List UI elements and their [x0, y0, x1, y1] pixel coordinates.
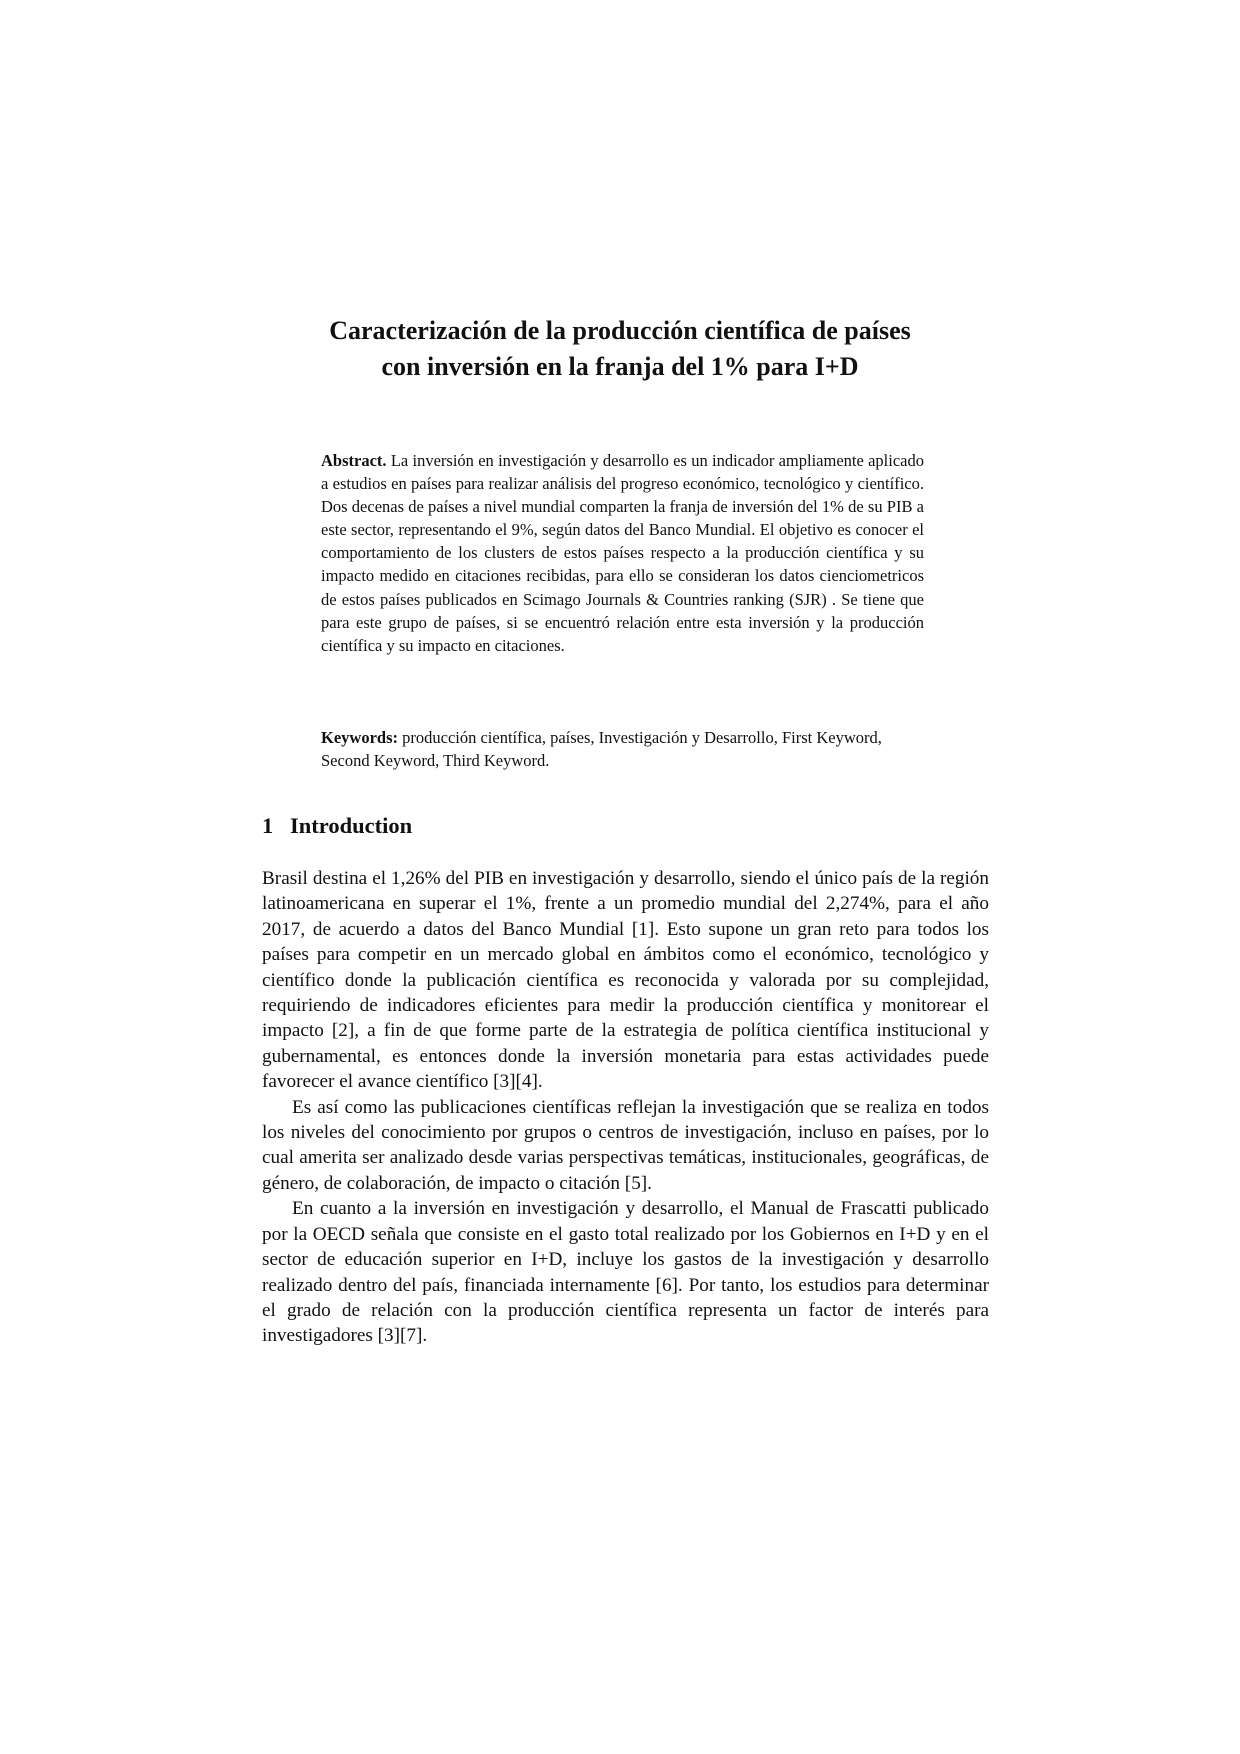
abstract-text: La inversión en investigación y desarrollo es un indicador ampliamente aplicado a estudios en países para realizar análisis del progreso económico, tecnológico y científico. Dos decenas de países a nivel mundial comparten la franja de inversión del 1% de su PIB a este sector, representando el 9%, según datos del Banco Mundial. El objetivo es conocer el comportamiento de los clusters de estos países respecto a la producción científica y su impacto medido en citaciones recibidas, para ello se consideran los datos cienciometricos de estos países publicados en Scimago Journals & Countries ranking (SJR) . Se tiene que para este grupo de países, si se encuentró relación entre esta inversión y la producción científica y su impacto en citaciones. [321, 451, 925, 655]
keywords-paragraph [321, 726, 924, 772]
body-paragraph-2: Es así como las publicaciones científicas reflejan la investigación que se realiza en todos los niveles del conocimiento por grupos o centros de investigación, incluso en países, por lo cual amerita ser analizado desde varias perspectivas temáticas, institucionales, geográficas, de género, de colaboración, de impacto o citación [5]. [262, 1096, 989, 1194]
abstract-block [321, 449, 924, 657]
abstract-label: Abstract. [321, 451, 387, 470]
keywords-block [321, 726, 924, 772]
introduction-body [262, 866, 989, 1349]
paper-title-line-1: Caracterización de la producción científica de países [329, 316, 911, 345]
paper-title-line-2: con inversión en la franja del 1% para I+D [381, 352, 859, 381]
section-number: 1 [262, 813, 274, 838]
body-paragraph-3: En cuanto a la inversión en investigación y desarrollo, el Manual de Frascatti publicado por la OECD señala que consiste en el gasto total realizado por los Gobiernos en I+D y en el sector de educación superior en I+D, incluye los gastos de la investigación y desarrollo realizado dentro del país, financiada internamente [6]. Por tanto, los estudios para determinar el grado de relación con la producción científica representa un factor de interés para investigadores [3][7]. [262, 1198, 989, 1347]
body-paragraph-1: Brasil destina el 1,26% del PIB en investigación y desarrollo, siendo el único país de la región latinoamericana en superar el 1%, frente a un promedio mundial del 2,274%, para el año 2017, de acuerdo a datos del Banco Mundial [1]. Esto supone un gran reto para todos los países para competir en un mercado global en ámbitos como el económico, tecnológico y científico donde la publicación científica es reconocida y valorada por su complejidad, requiriendo de indicadores eficientes para medir la producción científica y monitorear el impacto [2], a fin de que forme parte de la estrategia de política científica institucional y gubernamental, es entonces donde la inversión monetaria para estas actividades puede favorecer el avance científico [3][4]. [262, 868, 989, 1093]
abstract-paragraph [321, 449, 924, 657]
section-title: Introduction [290, 813, 413, 838]
keywords-text: producción científica, países, Investigación y Desarrollo, First Keyword, Second Keyword, Third Keyword. [321, 728, 882, 771]
keywords-label: Keywords: [321, 728, 398, 747]
section-heading [262, 811, 412, 841]
paper-title [240, 313, 1000, 385]
